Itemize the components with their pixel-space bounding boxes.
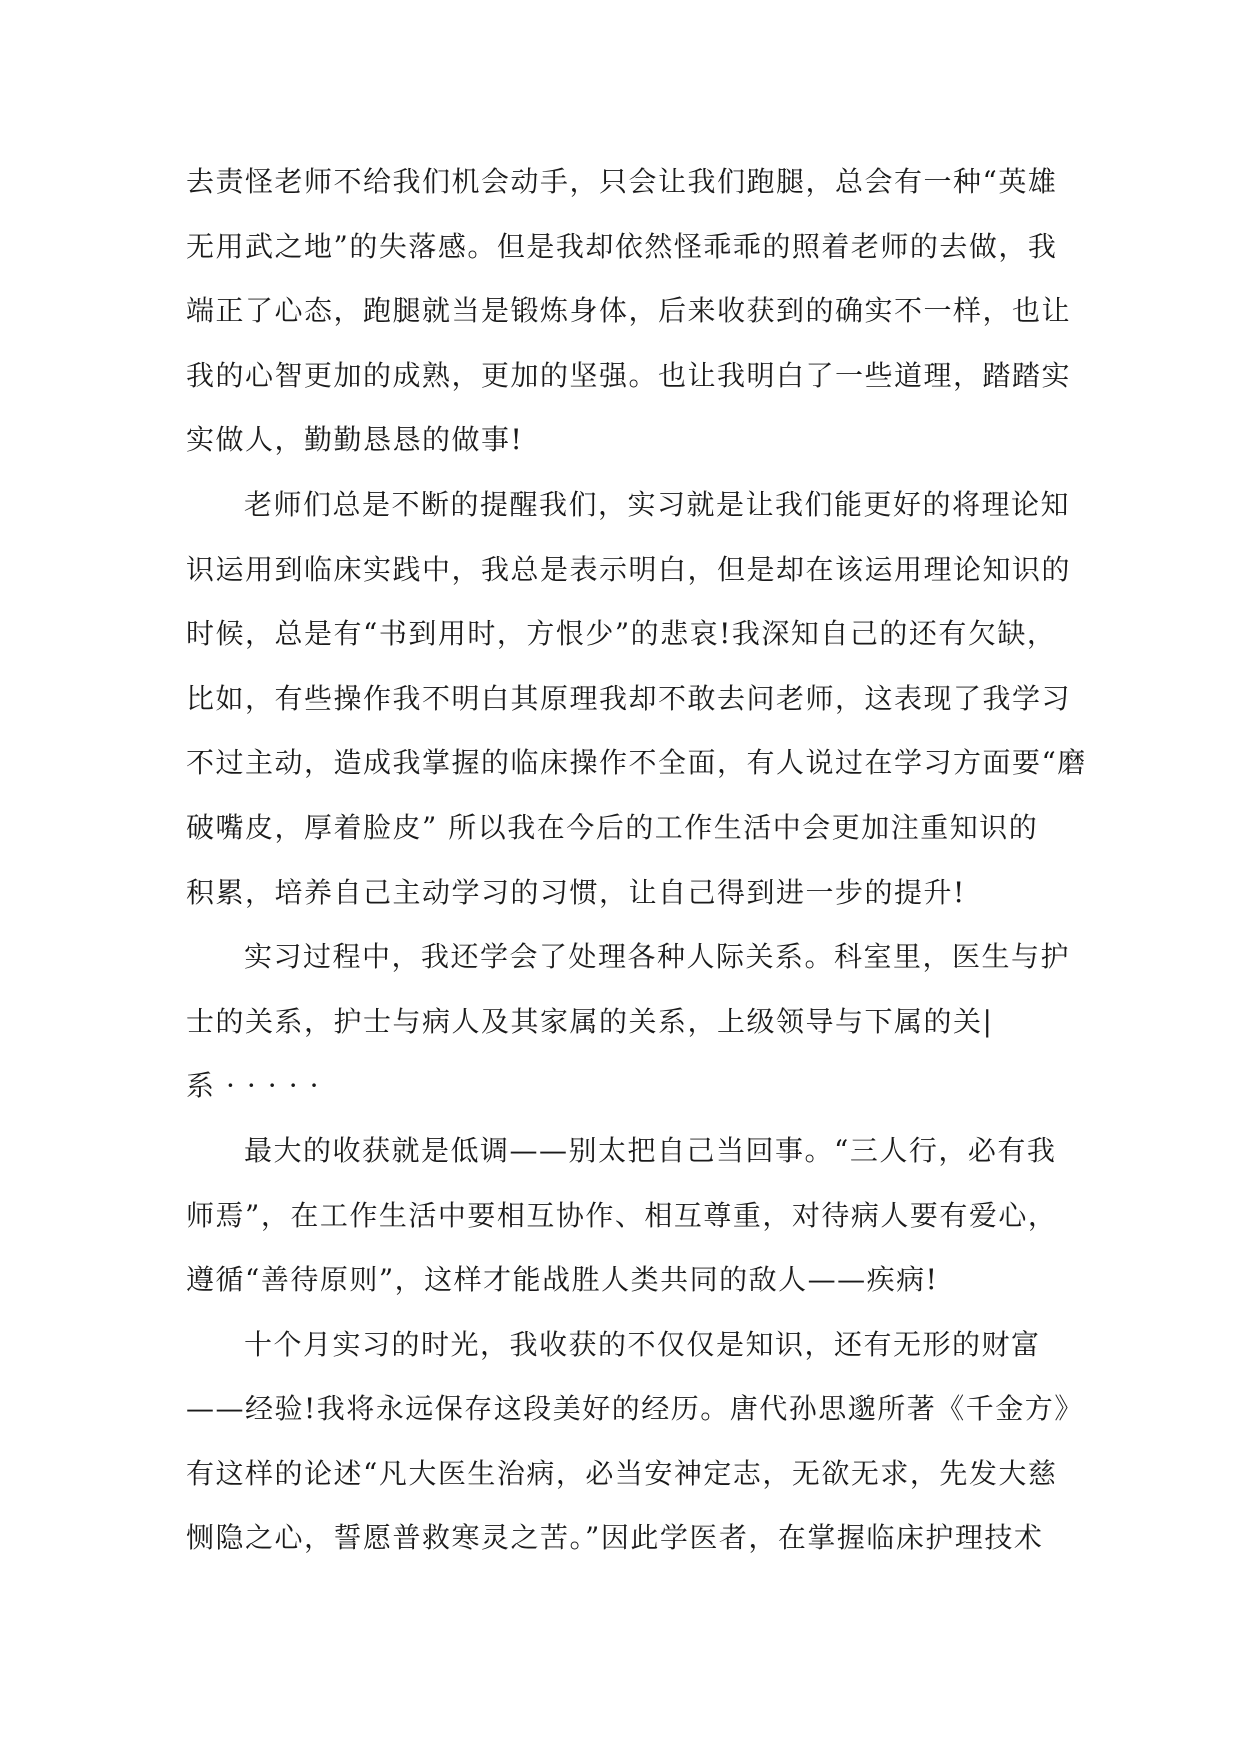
text-line: 积累，培养自己主动学习的习惯，让自己得到进一步的提升! (186, 875, 966, 909)
text-line: 识运用到临床实践中，我总是表示明白，但是却在该运用理论知识的 (186, 552, 1072, 586)
text-line: 去责怪老师不给我们机会动手，只会让我们跑腿，总会有一种“英雄 (186, 165, 1058, 198)
text-line: 遵循“善待原则”，这样才能战胜人类共同的敌人——疾病! (186, 1263, 939, 1297)
text-line: 比如，有些操作我不明白其原理我却不敢去问老师，这表现了我学习 (186, 681, 1072, 715)
text-line: 我的心智更加的成熟，更加的坚强。也让我明白了一些道理，踏踏实 (186, 358, 1072, 392)
paragraph-first-line: 老师们总是不断的提醒我们，实习就是让我们能更好的将理论知 (244, 487, 1071, 521)
text-line: 恻隐之心，誓愿普救寒灵之苦。”因此学医者，在掌握临床护理技术 (186, 1521, 1044, 1555)
text-line: 端正了心态，跑腿就当是锻炼身体，后来收获到的确实不一样，也让 (186, 294, 1072, 328)
paragraph-first-line: 十个月实习的时光，我收获的不仅仅是知识，还有无形的财富 (244, 1327, 1041, 1361)
text-line: 不过主动，造成我掌握的临床操作不全面，有人说过在学习方面要“磨 (186, 746, 1087, 780)
paragraph-first-line: 实习过程中，我还学会了处理各种人际关系。科室里，医生与护 (244, 940, 1071, 974)
text-line: 师焉”，在工作生活中要相互协作、相互尊重，对待病人要有爱心， (186, 1198, 1058, 1232)
text-line: 士的关系，护士与病人及其家属的关系，上级领导与下属的关| (186, 1004, 994, 1038)
text-line: 有这样的论述“凡大医生治病，必当安神定志，无欲无求，先发大慈 (186, 1456, 1058, 1490)
text-line: 系····· (186, 1069, 331, 1103)
text-line: 无用武之地”的失落感。但是我却依然怪乖乖的照着老师的去做，我 (186, 229, 1058, 263)
body-text (186, 150, 1087, 1571)
text-line: 实做人，勤勤恳恳的做事! (186, 423, 524, 457)
text-line: 时候，总是有“书到用时，方恨少”的悲哀!我深知自己的还有欠缺， (186, 617, 1057, 651)
text-line: 破嘴皮，厚着脸皮” 所以我在今后的工作生活中会更加注重知识的 (186, 810, 1039, 844)
text-line: ——经验!我将永远保存这段美好的经历。唐代孙思邈所著《千金方》 (186, 1392, 1084, 1426)
paragraph-first-line: 最大的收获就是低调——别太把自己当回事。“三人行，必有我 (244, 1133, 1057, 1167)
